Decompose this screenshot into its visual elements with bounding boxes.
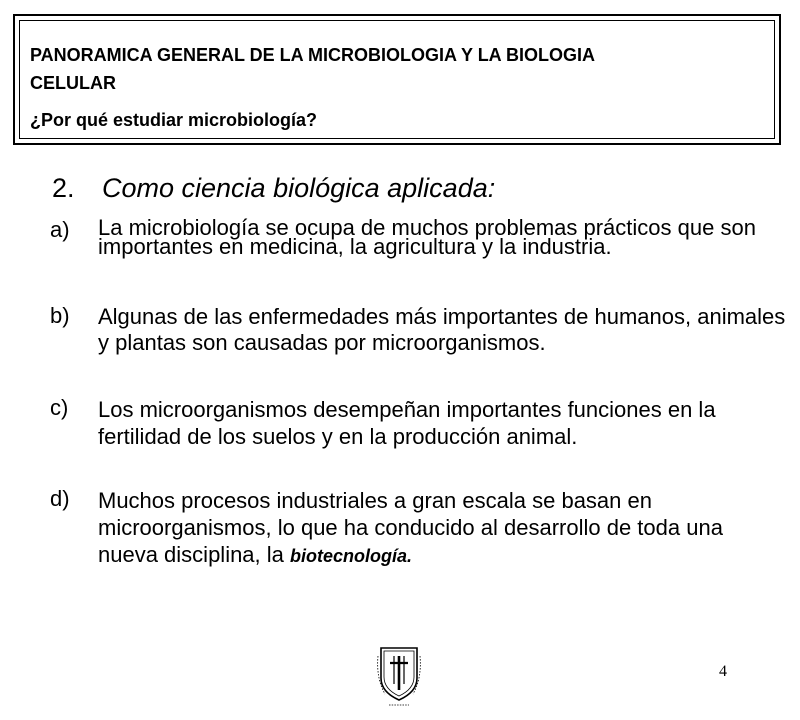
slide-header-subtitle: ¿Por qué estudiar microbiología? xyxy=(30,110,318,130)
list-item-marker: c) xyxy=(50,395,69,420)
list-item-text-container xyxy=(98,487,788,570)
list-item-text: Los microorganismos desempeñan importantes funciones en la fertilidad de los suelos y en la producción animal. xyxy=(98,397,716,449)
list-item-text: Muchos procesos industriales a gran escala se basan en microorganismos, lo que ha conducido al desarrollo de toda una nueva disciplina, la xyxy=(98,488,723,567)
list-item-text: Algunas de las enfermedades más importantes de humanos, animales y plantas son causadas por microorganismos. xyxy=(98,304,786,355)
list-item-marker: a) xyxy=(50,217,70,242)
slide-header-inner-border xyxy=(19,20,775,139)
list-item-text: La microbiología se ocupa de muchos problemas prácticos que son importantes en medicina, la agricultura y la industria. xyxy=(98,215,756,259)
section-number: 2. xyxy=(52,173,75,203)
slide-header-box xyxy=(13,14,781,145)
section-heading xyxy=(52,170,495,206)
list-item-marker: d) xyxy=(50,486,70,511)
list-item-marker: b) xyxy=(50,303,70,328)
university-shield-logo-icon xyxy=(375,644,423,710)
slide-header-title: PANORAMICA GENERAL DE LA MICROBIOLOGIA Y LA BIOLOGIA CELULAR xyxy=(30,45,595,93)
emphasized-term: biotecnología. xyxy=(290,546,413,566)
page-number: 4 xyxy=(719,663,727,680)
section-title: Como ciencia biológica aplicada: xyxy=(102,173,496,203)
